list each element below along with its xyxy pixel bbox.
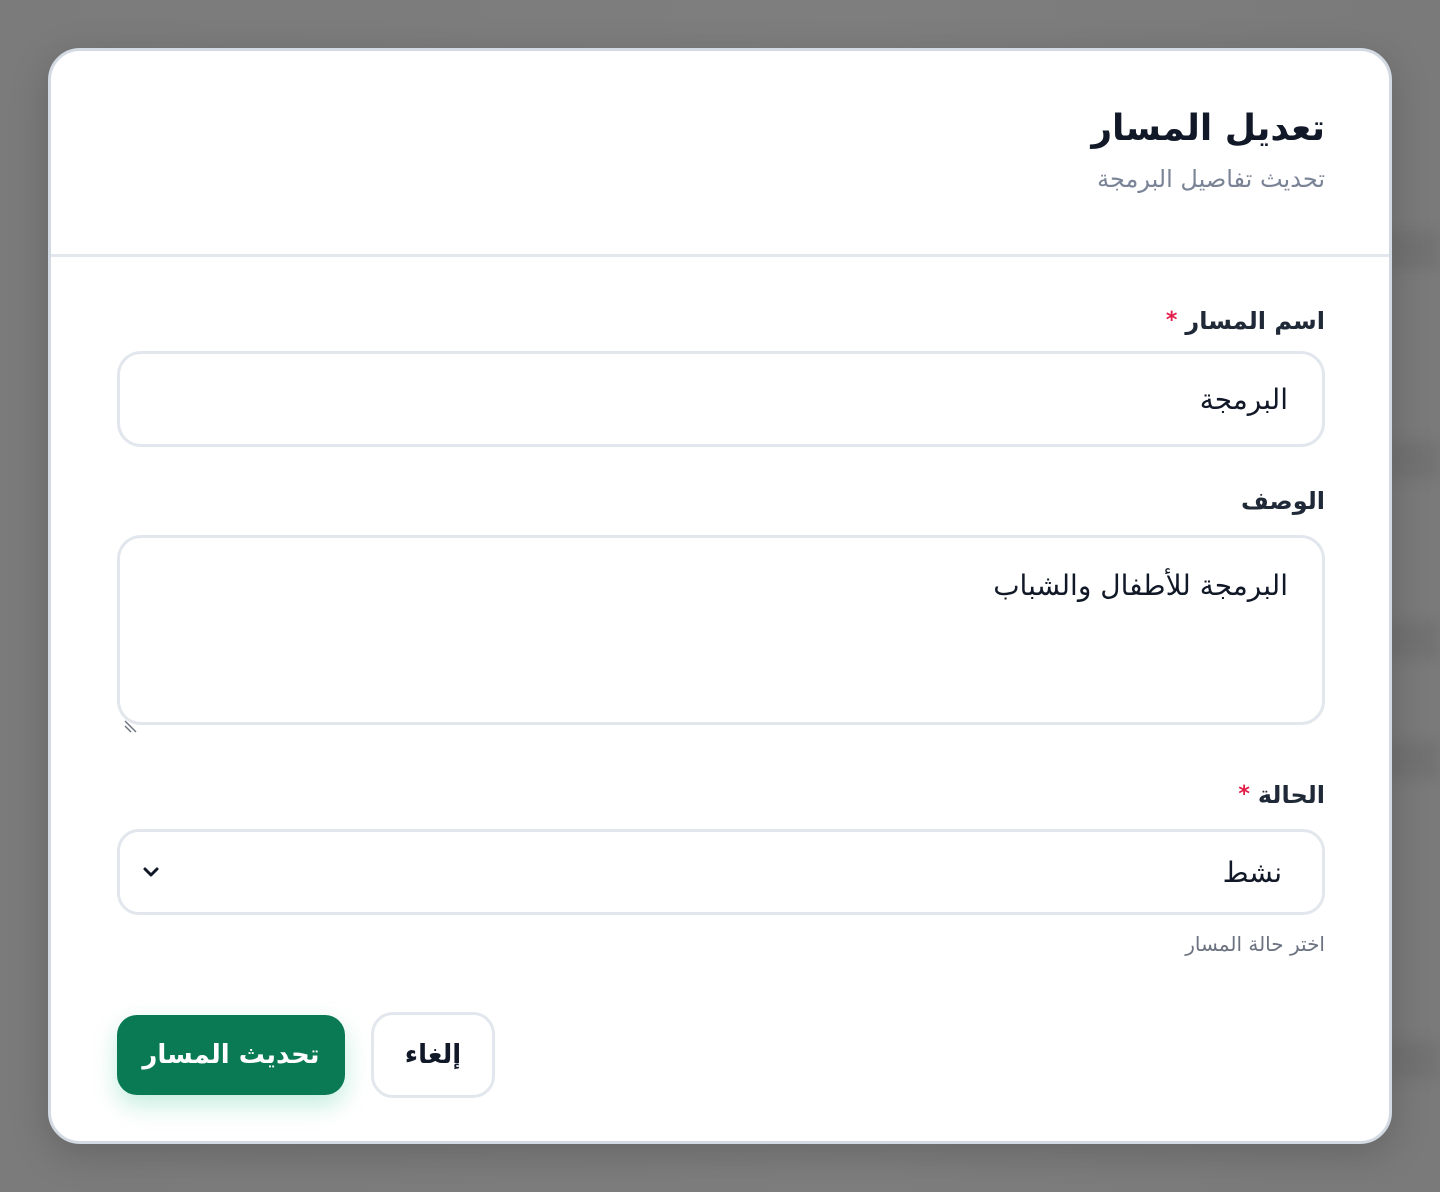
- dialog-header: [51, 51, 1389, 257]
- chevron-down-icon: [140, 861, 162, 883]
- status-select[interactable]: [117, 829, 1325, 915]
- status-label: [115, 775, 1325, 815]
- description-label: [115, 481, 1325, 521]
- dialog-actions: [117, 1015, 495, 1098]
- dialog-title: تعديل المسار: [1091, 108, 1325, 149]
- required-asterisk: *: [1238, 782, 1250, 807]
- update-track-button[interactable]: تحديث المسار: [117, 1015, 345, 1095]
- description-label-text: الوصف: [1240, 487, 1325, 515]
- dialog-body: [51, 257, 1389, 959]
- track-name-value: البرمجة: [1199, 382, 1288, 416]
- dialog-subtitle: تحديث تفاصيل البرمجة: [1097, 165, 1325, 193]
- required-asterisk: *: [1165, 308, 1178, 333]
- status-label-text: الحالة: [1257, 781, 1325, 809]
- description-textarea[interactable]: [117, 535, 1325, 725]
- edit-track-dialog: [48, 48, 1392, 1144]
- track-name-label: [115, 301, 1325, 341]
- cancel-button[interactable]: إلغاء: [371, 1012, 495, 1098]
- description-value: البرمجة للأطفال والشباب: [993, 569, 1288, 602]
- track-name-field: [115, 301, 1325, 447]
- status-field: [115, 775, 1325, 959]
- description-field: [115, 481, 1325, 725]
- resize-handle-icon[interactable]: [124, 704, 140, 720]
- actions-row: [117, 1015, 495, 1098]
- status-help-text: اختر حالة المسار: [1185, 932, 1325, 956]
- track-name-input[interactable]: [117, 351, 1325, 447]
- status-selected-value: نشط: [1222, 855, 1282, 889]
- track-name-label-text: اسم المسار: [1185, 307, 1325, 335]
